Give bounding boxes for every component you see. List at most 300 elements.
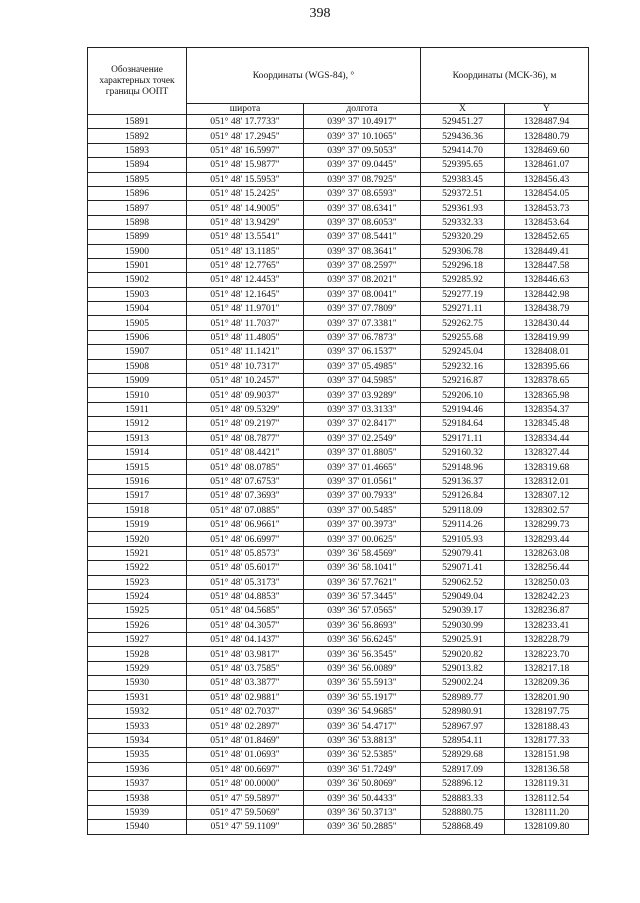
y-coordinate-cell: 1328209.36 — [505, 676, 589, 690]
table-row — [88, 604, 589, 618]
x-coordinate-cell: 529414.70 — [421, 143, 505, 157]
latitude-cell: 051° 47' 59.5069" — [187, 805, 304, 819]
point-id-cell: 15939 — [88, 805, 187, 819]
x-coordinate-cell: 529114.26 — [421, 517, 505, 531]
table-row — [88, 186, 589, 200]
x-coordinate-cell: 529262.75 — [421, 316, 505, 330]
table-row — [88, 676, 589, 690]
y-coordinate-cell: 1328293.44 — [505, 532, 589, 546]
latitude-cell: 051° 48' 15.5953" — [187, 172, 304, 186]
table-row — [88, 201, 589, 215]
x-coordinate-cell: 529383.45 — [421, 172, 505, 186]
x-coordinate-cell: 529395.65 — [421, 158, 505, 172]
y-coordinate-cell: 1328236.87 — [505, 604, 589, 618]
latitude-cell: 051° 48' 15.9877" — [187, 158, 304, 172]
point-id-cell: 15901 — [88, 258, 187, 272]
longitude-cell: 039° 36' 58.4569" — [304, 546, 421, 560]
point-id-cell: 15912 — [88, 417, 187, 431]
header-longitude: долгота — [304, 104, 421, 115]
longitude-cell: 039° 37' 08.2021" — [304, 273, 421, 287]
longitude-cell: 039° 37' 10.1065" — [304, 129, 421, 143]
x-coordinate-cell: 529171.11 — [421, 431, 505, 445]
point-id-cell: 15923 — [88, 575, 187, 589]
table-row — [88, 690, 589, 704]
header-wgs: Координаты (WGS-84), ° — [187, 48, 421, 104]
point-id-cell: 15937 — [88, 776, 187, 790]
longitude-cell: 039° 36' 57.0565" — [304, 604, 421, 618]
point-id-cell: 15930 — [88, 676, 187, 690]
longitude-cell: 039° 36' 56.6245" — [304, 633, 421, 647]
header-point: Обозначение характерных точек границы ООПТ — [88, 48, 187, 115]
point-id-cell: 15900 — [88, 244, 187, 258]
longitude-cell: 039° 37' 03.9289" — [304, 388, 421, 402]
latitude-cell: 051° 48' 07.6753" — [187, 474, 304, 488]
y-coordinate-cell: 1328447.58 — [505, 258, 589, 272]
point-id-cell: 15899 — [88, 230, 187, 244]
y-coordinate-cell: 1328319.68 — [505, 460, 589, 474]
longitude-cell: 039° 36' 50.3713" — [304, 805, 421, 819]
longitude-cell: 039° 37' 02.2549" — [304, 431, 421, 445]
x-coordinate-cell: 529436.36 — [421, 129, 505, 143]
table-row — [88, 474, 589, 488]
y-coordinate-cell: 1328327.44 — [505, 445, 589, 459]
x-coordinate-cell: 528883.33 — [421, 791, 505, 805]
longitude-cell: 039° 37' 00.7933" — [304, 489, 421, 503]
y-coordinate-cell: 1328449.41 — [505, 244, 589, 258]
latitude-cell: 051° 48' 00.6697" — [187, 762, 304, 776]
table-row — [88, 431, 589, 445]
x-coordinate-cell: 528967.97 — [421, 719, 505, 733]
x-coordinate-cell: 528896.12 — [421, 776, 505, 790]
table-row — [88, 302, 589, 316]
y-coordinate-cell: 1328197.75 — [505, 705, 589, 719]
longitude-cell: 039° 37' 01.8805" — [304, 445, 421, 459]
point-id-cell: 15894 — [88, 158, 187, 172]
point-id-cell: 15931 — [88, 690, 187, 704]
latitude-cell: 051° 48' 06.9661" — [187, 517, 304, 531]
longitude-cell: 039° 37' 07.7809" — [304, 302, 421, 316]
longitude-cell: 039° 36' 54.9685" — [304, 705, 421, 719]
table-row — [88, 115, 589, 129]
y-coordinate-cell: 1328188.43 — [505, 719, 589, 733]
point-id-cell: 15909 — [88, 374, 187, 388]
point-id-cell: 15940 — [88, 820, 187, 834]
longitude-cell: 039° 36' 55.5913" — [304, 676, 421, 690]
x-coordinate-cell: 529296.18 — [421, 258, 505, 272]
longitude-cell: 039° 37' 08.0041" — [304, 287, 421, 301]
y-coordinate-cell: 1328456.43 — [505, 172, 589, 186]
y-coordinate-cell: 1328119.31 — [505, 776, 589, 790]
x-coordinate-cell: 528989.77 — [421, 690, 505, 704]
point-id-cell: 15934 — [88, 733, 187, 747]
table-row — [88, 359, 589, 373]
y-coordinate-cell: 1328302.57 — [505, 503, 589, 517]
latitude-cell: 051° 48' 02.7037" — [187, 705, 304, 719]
longitude-cell: 039° 37' 02.8417" — [304, 417, 421, 431]
latitude-cell: 051° 48' 00.0000" — [187, 776, 304, 790]
point-id-cell: 15917 — [88, 489, 187, 503]
latitude-cell: 051° 48' 04.8853" — [187, 589, 304, 603]
x-coordinate-cell: 529306.78 — [421, 244, 505, 258]
latitude-cell: 051° 48' 01.8469" — [187, 733, 304, 747]
table-row — [88, 532, 589, 546]
x-coordinate-cell: 529271.11 — [421, 302, 505, 316]
y-coordinate-cell: 1328312.01 — [505, 474, 589, 488]
x-coordinate-cell: 529071.41 — [421, 561, 505, 575]
y-coordinate-cell: 1328250.03 — [505, 575, 589, 589]
y-coordinate-cell: 1328217.18 — [505, 661, 589, 675]
table-row — [88, 661, 589, 675]
y-coordinate-cell: 1328452.65 — [505, 230, 589, 244]
latitude-cell: 051° 48' 14.9005" — [187, 201, 304, 215]
y-coordinate-cell: 1328256.44 — [505, 561, 589, 575]
x-coordinate-cell: 529206.10 — [421, 388, 505, 402]
x-coordinate-cell: 529025.91 — [421, 633, 505, 647]
longitude-cell: 039° 37' 06.7873" — [304, 330, 421, 344]
table-row — [88, 129, 589, 143]
point-id-cell: 15904 — [88, 302, 187, 316]
coordinates-table — [87, 47, 589, 835]
latitude-cell: 051° 48' 13.5541" — [187, 230, 304, 244]
y-coordinate-cell: 1328453.73 — [505, 201, 589, 215]
x-coordinate-cell: 529332.33 — [421, 215, 505, 229]
table-row — [88, 647, 589, 661]
longitude-cell: 039° 37' 09.0445" — [304, 158, 421, 172]
latitude-cell: 051° 48' 13.9429" — [187, 215, 304, 229]
point-id-cell: 15903 — [88, 287, 187, 301]
y-coordinate-cell: 1328201.90 — [505, 690, 589, 704]
x-coordinate-cell: 528868.49 — [421, 820, 505, 834]
point-id-cell: 15925 — [88, 604, 187, 618]
longitude-cell: 039° 37' 01.4665" — [304, 460, 421, 474]
table-row — [88, 244, 589, 258]
longitude-cell: 039° 37' 08.3641" — [304, 244, 421, 258]
point-id-cell: 15911 — [88, 402, 187, 416]
x-coordinate-cell: 529160.32 — [421, 445, 505, 459]
longitude-cell: 039° 37' 08.7925" — [304, 172, 421, 186]
latitude-cell: 051° 48' 12.4453" — [187, 273, 304, 287]
y-coordinate-cell: 1328430.44 — [505, 316, 589, 330]
x-coordinate-cell: 529320.29 — [421, 230, 505, 244]
point-id-cell: 15893 — [88, 143, 187, 157]
header-y: Y — [505, 104, 589, 115]
point-id-cell: 15910 — [88, 388, 187, 402]
y-coordinate-cell: 1328136.58 — [505, 762, 589, 776]
y-coordinate-cell: 1328233.41 — [505, 618, 589, 632]
y-coordinate-cell: 1328442.98 — [505, 287, 589, 301]
table-row — [88, 805, 589, 819]
y-coordinate-cell: 1328395.66 — [505, 359, 589, 373]
x-coordinate-cell: 529136.37 — [421, 474, 505, 488]
latitude-cell: 051° 48' 03.7585" — [187, 661, 304, 675]
y-coordinate-cell: 1328365.98 — [505, 388, 589, 402]
latitude-cell: 051° 47' 59.5897" — [187, 791, 304, 805]
longitude-cell: 039° 36' 53.8813" — [304, 733, 421, 747]
point-id-cell: 15914 — [88, 445, 187, 459]
point-id-cell: 15896 — [88, 186, 187, 200]
page-number: 398 — [309, 6, 331, 21]
table-row — [88, 748, 589, 762]
latitude-cell: 051° 48' 05.6017" — [187, 561, 304, 575]
x-coordinate-cell: 529372.51 — [421, 186, 505, 200]
table-row — [88, 330, 589, 344]
point-id-cell: 15936 — [88, 762, 187, 776]
table-row — [88, 517, 589, 531]
y-coordinate-cell: 1328453.64 — [505, 215, 589, 229]
x-coordinate-cell: 529232.16 — [421, 359, 505, 373]
latitude-cell: 051° 48' 13.1185" — [187, 244, 304, 258]
x-coordinate-cell: 529361.93 — [421, 201, 505, 215]
y-coordinate-cell: 1328480.79 — [505, 129, 589, 143]
point-id-cell: 15929 — [88, 661, 187, 675]
y-coordinate-cell: 1328177.33 — [505, 733, 589, 747]
longitude-cell: 039° 37' 08.6341" — [304, 201, 421, 215]
longitude-cell: 039° 37' 04.5985" — [304, 374, 421, 388]
longitude-cell: 039° 37' 00.3973" — [304, 517, 421, 531]
latitude-cell: 051° 48' 09.9037" — [187, 388, 304, 402]
latitude-cell: 051° 48' 04.5685" — [187, 604, 304, 618]
table-row — [88, 143, 589, 157]
latitude-cell: 051° 48' 02.9881" — [187, 690, 304, 704]
x-coordinate-cell: 529126.84 — [421, 489, 505, 503]
latitude-cell: 051° 48' 08.0785" — [187, 460, 304, 474]
y-coordinate-cell: 1328299.73 — [505, 517, 589, 531]
point-id-cell: 15919 — [88, 517, 187, 531]
latitude-cell: 051° 48' 15.2425" — [187, 186, 304, 200]
y-coordinate-cell: 1328109.80 — [505, 820, 589, 834]
y-coordinate-cell: 1328378.65 — [505, 374, 589, 388]
y-coordinate-cell: 1328345.48 — [505, 417, 589, 431]
longitude-cell: 039° 36' 51.7249" — [304, 762, 421, 776]
table-row — [88, 589, 589, 603]
y-coordinate-cell: 1328223.70 — [505, 647, 589, 661]
point-id-cell: 15935 — [88, 748, 187, 762]
x-coordinate-cell: 529245.04 — [421, 345, 505, 359]
y-coordinate-cell: 1328446.63 — [505, 273, 589, 287]
longitude-cell: 039° 36' 56.0089" — [304, 661, 421, 675]
x-coordinate-cell: 529062.52 — [421, 575, 505, 589]
table-row — [88, 705, 589, 719]
y-coordinate-cell: 1328151.98 — [505, 748, 589, 762]
longitude-cell: 039° 36' 52.5385" — [304, 748, 421, 762]
x-coordinate-cell: 529079.41 — [421, 546, 505, 560]
point-id-cell: 15908 — [88, 359, 187, 373]
y-coordinate-cell: 1328419.99 — [505, 330, 589, 344]
latitude-cell: 051° 48' 04.3057" — [187, 618, 304, 632]
latitude-cell: 051° 48' 17.7733" — [187, 115, 304, 129]
latitude-cell: 051° 48' 07.3693" — [187, 489, 304, 503]
point-id-cell: 15915 — [88, 460, 187, 474]
latitude-cell: 051° 48' 05.3173" — [187, 575, 304, 589]
longitude-cell: 039° 37' 08.2597" — [304, 258, 421, 272]
x-coordinate-cell: 528880.75 — [421, 805, 505, 819]
x-coordinate-cell: 529049.04 — [421, 589, 505, 603]
latitude-cell: 051° 48' 17.2945" — [187, 129, 304, 143]
longitude-cell: 039° 37' 08.5441" — [304, 230, 421, 244]
latitude-cell: 051° 48' 03.3877" — [187, 676, 304, 690]
latitude-cell: 051° 48' 10.7317" — [187, 359, 304, 373]
longitude-cell: 039° 36' 50.2885" — [304, 820, 421, 834]
header-msk: Координаты (МСК-36), м — [421, 48, 589, 104]
longitude-cell: 039° 36' 50.4433" — [304, 791, 421, 805]
table-row — [88, 172, 589, 186]
point-id-cell: 15898 — [88, 215, 187, 229]
table-row — [88, 374, 589, 388]
table-row — [88, 791, 589, 805]
point-id-cell: 15927 — [88, 633, 187, 647]
longitude-cell: 039° 36' 58.1041" — [304, 561, 421, 575]
header-latitude: широта — [187, 104, 304, 115]
longitude-cell: 039° 36' 57.7621" — [304, 575, 421, 589]
point-id-cell: 15938 — [88, 791, 187, 805]
longitude-cell: 039° 36' 50.8069" — [304, 776, 421, 790]
table-row — [88, 158, 589, 172]
x-coordinate-cell: 529285.92 — [421, 273, 505, 287]
table-row — [88, 273, 589, 287]
point-id-cell: 15905 — [88, 316, 187, 330]
x-coordinate-cell: 529216.87 — [421, 374, 505, 388]
latitude-cell: 051° 48' 12.7765" — [187, 258, 304, 272]
y-coordinate-cell: 1328469.60 — [505, 143, 589, 157]
point-id-cell: 15891 — [88, 115, 187, 129]
point-id-cell: 15907 — [88, 345, 187, 359]
table-row — [88, 402, 589, 416]
longitude-cell: 039° 37' 01.0561" — [304, 474, 421, 488]
x-coordinate-cell: 528929.68 — [421, 748, 505, 762]
point-id-cell: 15928 — [88, 647, 187, 661]
point-id-cell: 15922 — [88, 561, 187, 575]
y-coordinate-cell: 1328354.37 — [505, 402, 589, 416]
table-row — [88, 820, 589, 834]
y-coordinate-cell: 1328307.12 — [505, 489, 589, 503]
latitude-cell: 051° 47' 59.1109" — [187, 820, 304, 834]
y-coordinate-cell: 1328454.05 — [505, 186, 589, 200]
point-id-cell: 15902 — [88, 273, 187, 287]
longitude-cell: 039° 37' 00.0625" — [304, 532, 421, 546]
longitude-cell: 039° 36' 57.3445" — [304, 589, 421, 603]
x-coordinate-cell: 529184.64 — [421, 417, 505, 431]
point-id-cell: 15918 — [88, 503, 187, 517]
x-coordinate-cell: 528980.91 — [421, 705, 505, 719]
y-coordinate-cell: 1328334.44 — [505, 431, 589, 445]
longitude-cell: 039° 37' 07.3381" — [304, 316, 421, 330]
latitude-cell: 051° 48' 16.5997" — [187, 143, 304, 157]
latitude-cell: 051° 48' 10.2457" — [187, 374, 304, 388]
x-coordinate-cell: 529118.09 — [421, 503, 505, 517]
table-row — [88, 417, 589, 431]
longitude-cell: 039° 37' 00.5485" — [304, 503, 421, 517]
table-row — [88, 503, 589, 517]
y-coordinate-cell: 1328408.01 — [505, 345, 589, 359]
point-id-cell: 15926 — [88, 618, 187, 632]
x-coordinate-cell: 529105.93 — [421, 532, 505, 546]
y-coordinate-cell: 1328487.94 — [505, 115, 589, 129]
x-coordinate-cell: 529451.27 — [421, 115, 505, 129]
longitude-cell: 039° 37' 09.5053" — [304, 143, 421, 157]
longitude-cell: 039° 37' 06.1537" — [304, 345, 421, 359]
table-row — [88, 633, 589, 647]
latitude-cell: 051° 48' 08.4421" — [187, 445, 304, 459]
table-row — [88, 489, 589, 503]
y-coordinate-cell: 1328461.07 — [505, 158, 589, 172]
table-row — [88, 575, 589, 589]
longitude-cell: 039° 37' 03.3133" — [304, 402, 421, 416]
table-row — [88, 733, 589, 747]
table-row — [88, 762, 589, 776]
table-row — [88, 546, 589, 560]
point-id-cell: 15913 — [88, 431, 187, 445]
latitude-cell: 051° 48' 06.6997" — [187, 532, 304, 546]
x-coordinate-cell: 529148.96 — [421, 460, 505, 474]
table-row — [88, 287, 589, 301]
header-x: X — [421, 104, 505, 115]
latitude-cell: 051° 48' 09.2197" — [187, 417, 304, 431]
point-id-cell: 15895 — [88, 172, 187, 186]
longitude-cell: 039° 37' 05.4985" — [304, 359, 421, 373]
table-row — [88, 719, 589, 733]
point-id-cell: 15932 — [88, 705, 187, 719]
longitude-cell: 039° 36' 55.1917" — [304, 690, 421, 704]
y-coordinate-cell: 1328263.08 — [505, 546, 589, 560]
y-coordinate-cell: 1328438.79 — [505, 302, 589, 316]
table-row — [88, 215, 589, 229]
longitude-cell: 039° 36' 56.3545" — [304, 647, 421, 661]
latitude-cell: 051° 48' 01.0693" — [187, 748, 304, 762]
table-row — [88, 561, 589, 575]
latitude-cell: 051° 48' 04.1437" — [187, 633, 304, 647]
x-coordinate-cell: 529255.68 — [421, 330, 505, 344]
longitude-cell: 039° 37' 08.6593" — [304, 186, 421, 200]
latitude-cell: 051° 48' 03.9817" — [187, 647, 304, 661]
x-coordinate-cell: 529020.82 — [421, 647, 505, 661]
y-coordinate-cell: 1328228.79 — [505, 633, 589, 647]
y-coordinate-cell: 1328111.20 — [505, 805, 589, 819]
point-id-cell: 15920 — [88, 532, 187, 546]
longitude-cell: 039° 36' 54.4717" — [304, 719, 421, 733]
latitude-cell: 051° 48' 07.0885" — [187, 503, 304, 517]
latitude-cell: 051° 48' 11.4805" — [187, 330, 304, 344]
longitude-cell: 039° 36' 56.8693" — [304, 618, 421, 632]
table-row — [88, 345, 589, 359]
longitude-cell: 039° 37' 10.4917" — [304, 115, 421, 129]
table-body — [88, 115, 589, 835]
x-coordinate-cell: 528917.09 — [421, 762, 505, 776]
table-row — [88, 258, 589, 272]
x-coordinate-cell: 529013.82 — [421, 661, 505, 675]
table-row — [88, 445, 589, 459]
table-row — [88, 618, 589, 632]
x-coordinate-cell: 528954.11 — [421, 733, 505, 747]
table-row — [88, 230, 589, 244]
latitude-cell: 051° 48' 11.1421" — [187, 345, 304, 359]
point-id-cell: 15921 — [88, 546, 187, 560]
point-id-cell: 15924 — [88, 589, 187, 603]
x-coordinate-cell: 529030.99 — [421, 618, 505, 632]
latitude-cell: 051° 48' 11.9701" — [187, 302, 304, 316]
x-coordinate-cell: 529002.24 — [421, 676, 505, 690]
latitude-cell: 051° 48' 09.5329" — [187, 402, 304, 416]
point-id-cell: 15897 — [88, 201, 187, 215]
x-coordinate-cell: 529039.17 — [421, 604, 505, 618]
latitude-cell: 051° 48' 12.1645" — [187, 287, 304, 301]
latitude-cell: 051° 48' 08.7877" — [187, 431, 304, 445]
x-coordinate-cell: 529194.46 — [421, 402, 505, 416]
latitude-cell: 051° 48' 11.7037" — [187, 316, 304, 330]
table-row — [88, 316, 589, 330]
table-row — [88, 460, 589, 474]
y-coordinate-cell: 1328242.23 — [505, 589, 589, 603]
longitude-cell: 039° 37' 08.6053" — [304, 215, 421, 229]
